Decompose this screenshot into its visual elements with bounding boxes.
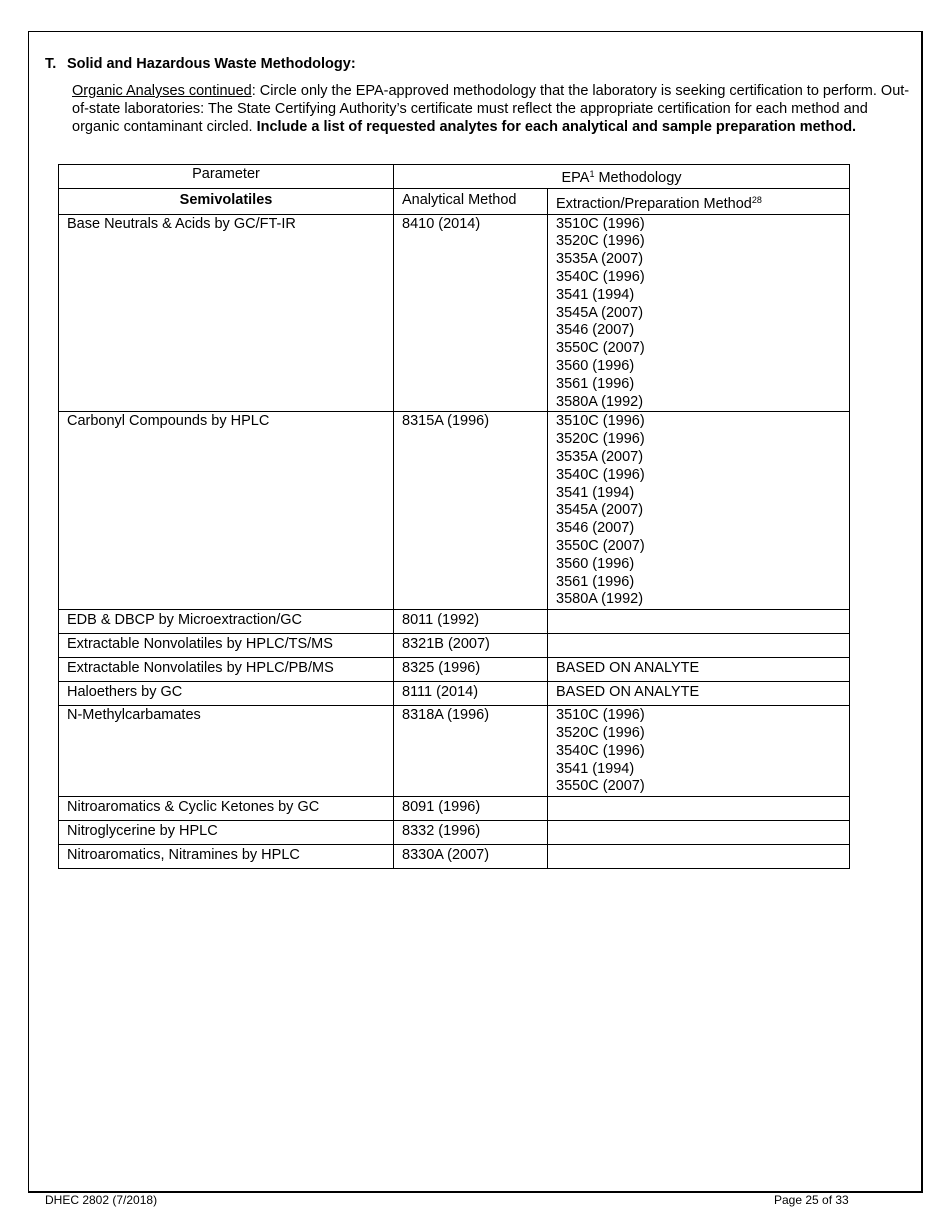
- table-row: [59, 706, 850, 797]
- prep-method-cell: [548, 706, 850, 797]
- prep-method-item[interactable]: BASED ON ANALYTE: [556, 684, 700, 701]
- prep-method-item[interactable]: 3520C (1996): [556, 724, 645, 741]
- parameter-cell[interactable]: Carbonyl Compounds by HPLC: [59, 412, 394, 610]
- prep-method-item[interactable]: 3520C (1996): [556, 431, 645, 448]
- prep-method-cell: [548, 412, 850, 610]
- analytical-method-cell[interactable]: 8321B (2007): [394, 634, 548, 658]
- prep-method-item[interactable]: 3541 (1994): [556, 484, 635, 501]
- parameter-cell[interactable]: N-Methylcarbamates: [59, 706, 394, 797]
- parameter-cell[interactable]: Extractable Nonvolatiles by HPLC/PB/MS: [59, 658, 394, 682]
- prep-method-item[interactable]: 3546 (2007): [556, 520, 635, 537]
- parameter-cell[interactable]: Base Neutrals & Acids by GC/FT-IR: [59, 214, 394, 412]
- table-row: [59, 845, 850, 869]
- methodology-table: [58, 164, 850, 869]
- analytical-method-cell[interactable]: 8111 (2014): [394, 682, 548, 706]
- prep-method-cell: [548, 797, 850, 821]
- parameter-cell[interactable]: Nitroglycerine by HPLC: [59, 821, 394, 845]
- prep-method-item[interactable]: 3545A (2007): [556, 502, 644, 519]
- intro-text: : Circle only the EPA-approved methodology that the laboratory is seeking certification to perform. Out-of-state laboratories: The State Certifying Authority’s certificate must reflect the appropriate certification for each method and organic contaminant circled.: [72, 83, 910, 135]
- prep-method-item[interactable]: 3550C (2007): [556, 537, 645, 554]
- prep-method-item[interactable]: 3540C (1996): [556, 268, 645, 285]
- analytical-method-cell[interactable]: 8011 (1992): [394, 610, 548, 634]
- parameter-cell[interactable]: EDB & DBCP by Microextraction/GC: [59, 610, 394, 634]
- prep-method-item[interactable]: 3550C (2007): [556, 340, 645, 357]
- header-parameter: Parameter: [59, 165, 394, 189]
- prep-method-cell: [548, 634, 850, 658]
- analytical-method-cell[interactable]: 8091 (1996): [394, 797, 548, 821]
- table-row: [59, 658, 850, 682]
- section-letter: T.: [45, 56, 57, 72]
- prep-method-item[interactable]: 3580A (1992): [556, 591, 644, 608]
- table-row: [59, 797, 850, 821]
- prep-method-cell: [548, 845, 850, 869]
- prep-method-item[interactable]: 3560 (1996): [556, 555, 635, 572]
- intro-bold: Include a list of requested analytes for each analytical and sample preparation method.: [256, 119, 857, 135]
- analytical-method-cell[interactable]: 8330A (2007): [394, 845, 548, 869]
- prep-method-item[interactable]: 3546 (2007): [556, 322, 635, 339]
- table-row: [59, 634, 850, 658]
- category-label: Semivolatiles: [59, 188, 394, 214]
- header-prep-method: Extraction/Preparation Method$^{28}$: [548, 188, 850, 214]
- prep-method-item[interactable]: 3540C (1996): [556, 742, 645, 759]
- prep-method-item[interactable]: 3561 (1996): [556, 375, 635, 392]
- table-header-row: [59, 165, 850, 189]
- section-title: [45, 56, 356, 72]
- prep-method-item[interactable]: 3540C (1996): [556, 466, 645, 483]
- prep-method-item[interactable]: 3541 (1994): [556, 760, 635, 777]
- prep-method-cell: [548, 214, 850, 412]
- prep-method-item[interactable]: 3550C (2007): [556, 778, 645, 795]
- header-epa-methodology: EPA$^1$ Methodology: [394, 165, 850, 189]
- intro-paragraph: [72, 82, 910, 136]
- prep-method-item[interactable]: 3541 (1994): [556, 286, 635, 303]
- table-row: [59, 214, 850, 412]
- prep-method-cell: [548, 658, 850, 682]
- table-row: [59, 412, 850, 610]
- prep-method-item[interactable]: 3561 (1996): [556, 573, 635, 590]
- table-row: [59, 610, 850, 634]
- intro-underlined: Organic Analyses continued: [72, 83, 252, 99]
- prep-method-item[interactable]: BASED ON ANALYTE: [556, 660, 700, 677]
- table-row: [59, 682, 850, 706]
- analytical-method-cell[interactable]: 8325 (1996): [394, 658, 548, 682]
- analytical-method-cell[interactable]: 8315A (1996): [394, 412, 548, 610]
- prep-method-cell: [548, 682, 850, 706]
- table-subheader-row: [59, 188, 850, 214]
- analytical-method-cell[interactable]: 8332 (1996): [394, 821, 548, 845]
- header-analytical-method: Analytical Method: [394, 188, 548, 214]
- prep-method-item[interactable]: 3510C (1996): [556, 707, 645, 724]
- analytical-method-cell[interactable]: 8318A (1996): [394, 706, 548, 797]
- parameter-cell[interactable]: Extractable Nonvolatiles by HPLC/TS/MS: [59, 634, 394, 658]
- prep-method-item[interactable]: 3520C (1996): [556, 233, 645, 250]
- prep-method-item[interactable]: 3580A (1992): [556, 393, 644, 410]
- parameter-cell[interactable]: Haloethers by GC: [59, 682, 394, 706]
- prep-method-item[interactable]: 3545A (2007): [556, 304, 644, 321]
- parameter-cell[interactable]: Nitroaromatics, Nitramines by HPLC: [59, 845, 394, 869]
- footer-page-number: Page 25 of 33: [774, 1193, 849, 1207]
- prep-method-cell: [548, 610, 850, 634]
- footer-form-id: DHEC 2802 (7/2018): [45, 1193, 158, 1207]
- analytical-method-cell[interactable]: 8410 (2014): [394, 214, 548, 412]
- section-title-text: Solid and Hazardous Waste Methodology:: [67, 56, 356, 72]
- prep-method-cell: [548, 821, 850, 845]
- parameter-cell[interactable]: Nitroaromatics & Cyclic Ketones by GC: [59, 797, 394, 821]
- prep-method-item[interactable]: 3510C (1996): [556, 215, 645, 232]
- prep-method-item[interactable]: 3510C (1996): [556, 413, 645, 430]
- table-row: [59, 821, 850, 845]
- prep-method-item[interactable]: 3560 (1996): [556, 357, 635, 374]
- prep-method-item[interactable]: 3535A (2007): [556, 251, 644, 268]
- prep-method-item[interactable]: 3535A (2007): [556, 448, 644, 465]
